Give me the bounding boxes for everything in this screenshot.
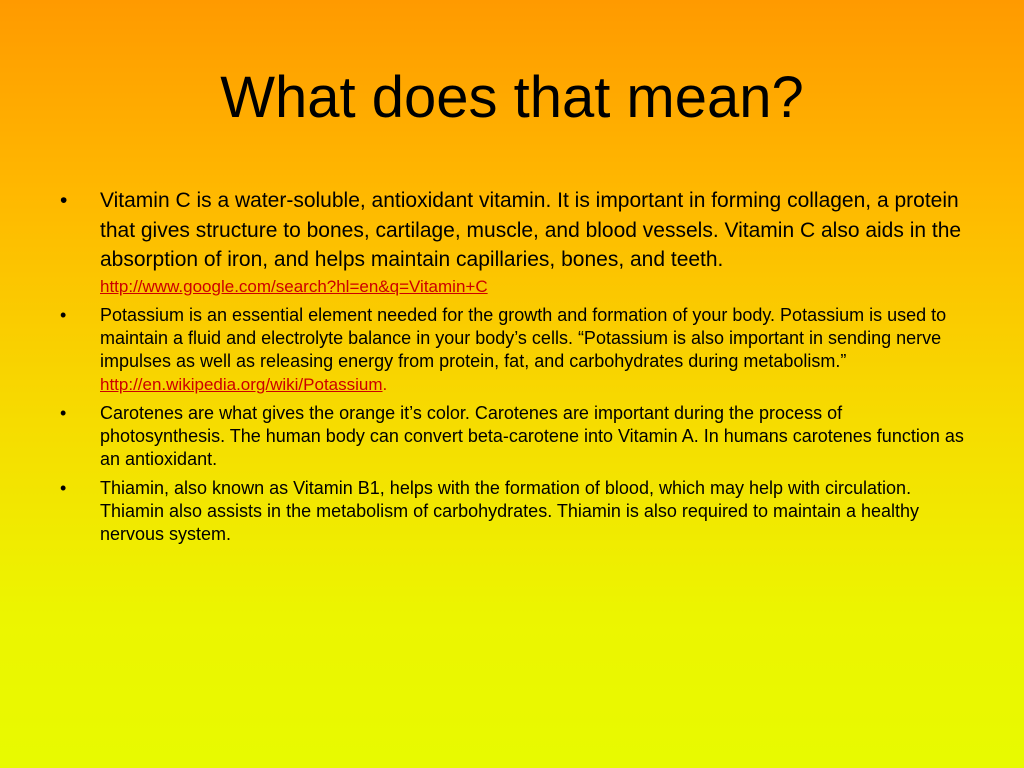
source-link-potassium[interactable]: http://en.wikipedia.org/wiki/Potassium xyxy=(100,374,383,394)
bullet-marker: • xyxy=(60,304,67,325)
bullet-text: Potassium is an essential element needed for the growth and formation of your body. Potassium is used to maintain a fluid and electrolyte balance in your body’s cells. “Potassium is also important in sending nerve impulses as well as releasing energy from protein, fat, and carbohydrates during metabolism.” xyxy=(100,304,947,371)
bullet-marker: • xyxy=(60,402,67,423)
bullet-text: Thiamin, also known as Vitamin B1, helps with the formation of blood, which may help with circulation. Thiamin also assists in the metabolism of carbohydrates. Thiamin is also required to maintain a healthy nervous system. xyxy=(100,477,920,544)
bullet-marker: • xyxy=(60,189,68,212)
bullet-list xyxy=(60,186,970,552)
bullet-thiamin xyxy=(60,477,970,546)
slide-title: What does that mean? xyxy=(220,65,804,130)
link-suffix: . xyxy=(382,374,388,394)
bullet-carotenes xyxy=(60,402,970,471)
source-link-vitamin-c[interactable]: http://www.google.com/search?hl=en&q=Vitamin+C xyxy=(100,276,488,296)
bullet-vitamin-c xyxy=(60,186,970,298)
bullet-marker: • xyxy=(60,477,67,498)
bullet-potassium xyxy=(60,304,970,396)
bullet-text: Carotenes are what gives the orange it’s color. Carotenes are important during the process of photosynthesis. The human body can convert beta-carotene into Vitamin A. In humans carotenes function as an antioxidant. xyxy=(100,402,964,469)
link-line xyxy=(100,373,970,396)
bullet-text: Vitamin C is a water-soluble, antioxidant vitamin. It is important in forming collagen, a protein that gives structure to bones, cartilage, muscle, and blood vessels. Vitamin C also aids in the absorption of iron, and helps maintain capillaries, bones, and teeth. xyxy=(100,189,962,271)
